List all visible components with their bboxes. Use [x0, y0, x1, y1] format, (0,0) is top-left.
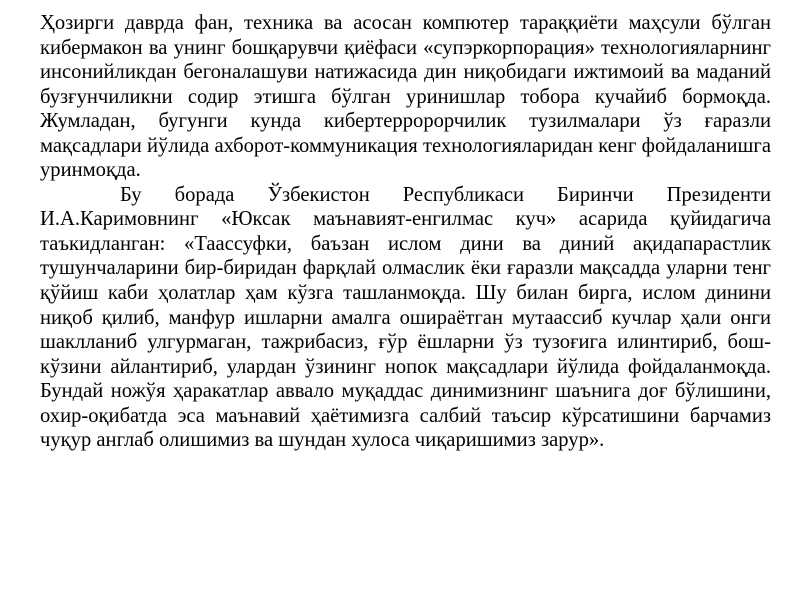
paragraph-2: Бу борада Ўзбекистон Республикаси Биринчи Президенти И.А.Каримовнинг «Юксак маънавият-енгилмас куч» асарида қуйидагича таъкидланган: «Таассуфки, баъзан ислом дини ва диний ақидапарастлик тушунчаларини бир-биридан фарқлай олмаслик ёки ғаразли мақсадда уларни тенг қўйиш каби ҳолатлар ҳам кўзга ташланмоқда. Шу билан бирга, ислом динини ниқоб қилиб, манфур ишларни амалга ошираётган мутаассиб кучлар ҳали онги шаклланиб улгурмаган, тажрибасиз, ғўр ёшларни ўз тузоғига илинтириб, бош-кўзини айлантириб, улардан ўзининг нопок мақсадлари йўлида фойдаланмоқда. Бундай ножўя ҳаракатлар аввало муқаддас динимизнинг шаънига доғ бўлишини, охир-оқибатда эса маънавий ҳаётимизга салбий таъсир кўрсатишини барчамиз чуқур англаб олишимиз ва шундан хулоса чиқаришимиз зарур». — [40, 183, 771, 452]
paragraph-1: Ҳозирги даврда фан, техника ва асосан компютер тараққиёти маҳсули бўлган кибермакон ва унинг бошқарувчи қиёфаси «супэркорпорация» технологияларнинг инсонийликдан бегоналашуви натижасида дин ниқобидаги ижтимоий ва маданий бузғунчиликни содир этишга бўлган уринишлар тобора кучайиб бормоқда. Жумладан, бугунги кунда кибертерророрчилик тузилмалари ўз ғаразли мақсадлари йўлида ахборот-коммуникация технологияларидан кенг фойдаланишга уринмоқда. — [40, 12, 771, 182]
